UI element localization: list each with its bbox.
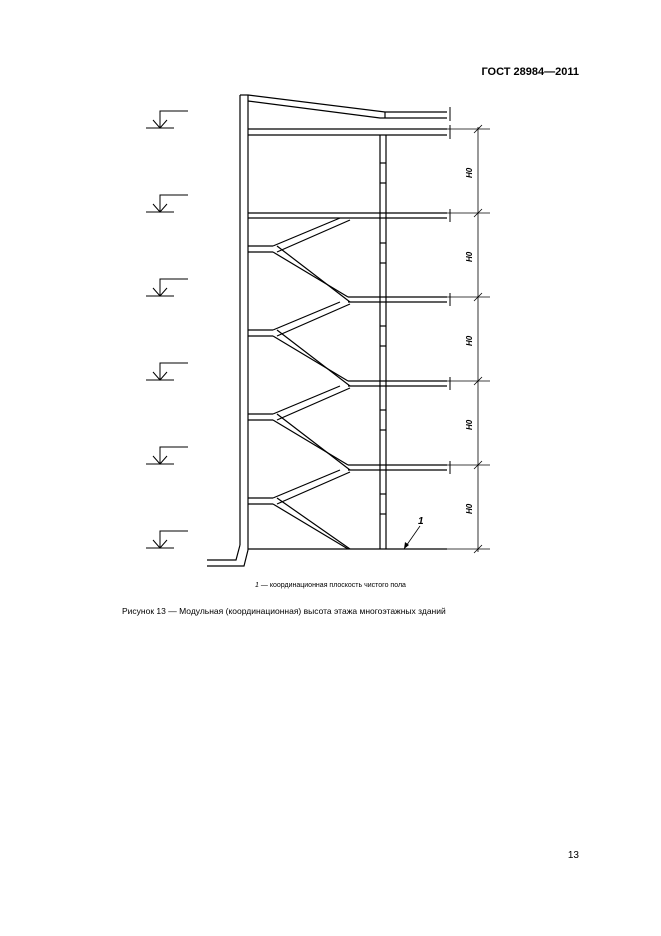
dimension-label: H0 — [465, 419, 474, 430]
legend-number: 1 — [255, 582, 259, 589]
dimension-label: H0 — [465, 251, 474, 262]
dimension-label: H0 — [465, 335, 474, 346]
stair-flights — [248, 218, 350, 549]
inner-column — [380, 135, 386, 549]
document-header-standard: ГОСТ 28984—2011 — [481, 66, 579, 78]
figure-legend — [0, 582, 661, 589]
figure-caption: Рисунок 13 — Модульная (координационная) высота этажа многоэтажных зданий — [122, 606, 446, 616]
page-number: 13 — [567, 850, 579, 861]
dimension-label: H0 — [465, 167, 474, 178]
legend-text: — координационная плоскость чистого пола — [258, 582, 406, 589]
dimension-label: H0 — [465, 503, 474, 514]
level-markers — [146, 111, 188, 548]
callout-number: 1 — [418, 516, 424, 527]
